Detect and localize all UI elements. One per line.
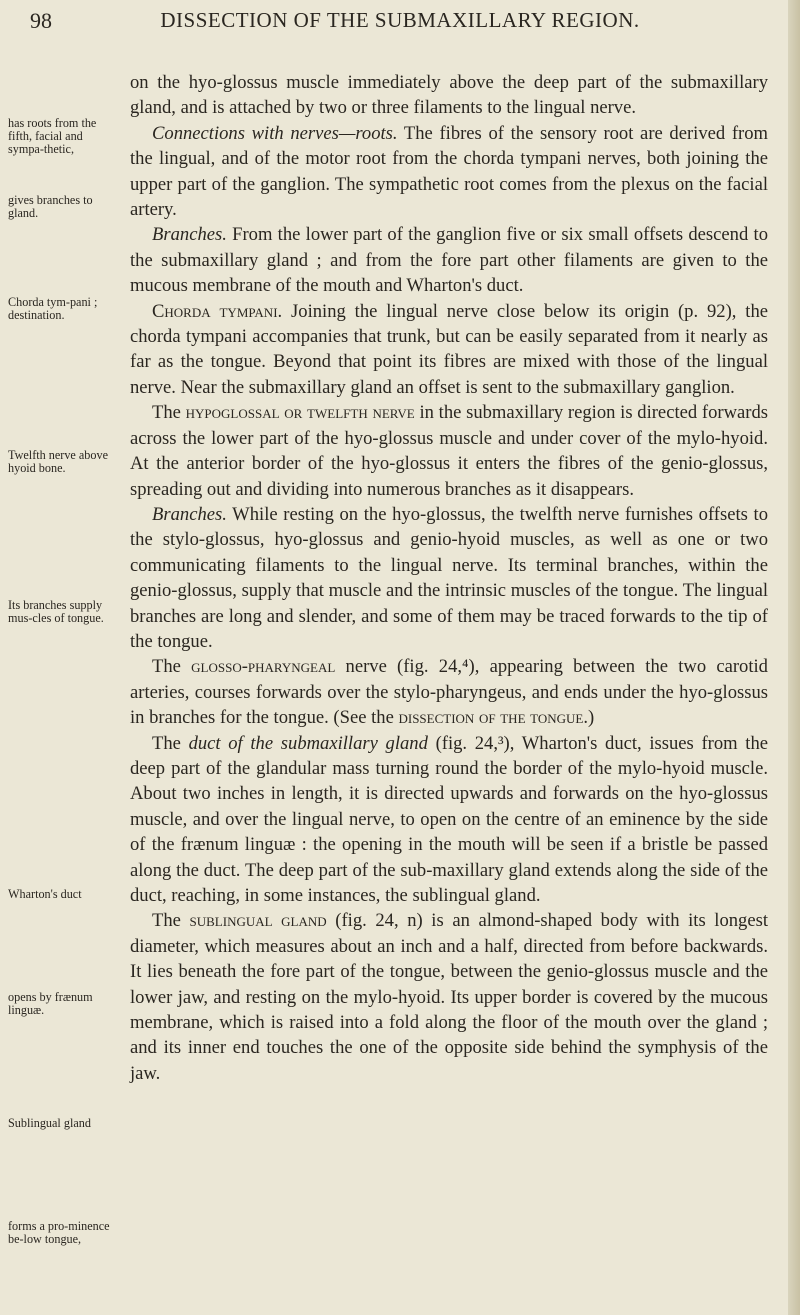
margin-note-its-branches: Its branches supply mus-cles of tongue. <box>8 598 104 626</box>
margin-note-whartons-duct: Wharton's duct <box>8 887 82 901</box>
paragraph-branches: Branches. From the lower part of the ganglion five or six small offsets descend to the submaxillary gland ; and from the fore part other filaments are given to the mucous membrane of the mouth and Wharton's duct. <box>130 224 768 297</box>
margin-note-twelfth: Twelfth nerve above hyoid bone. <box>8 448 108 476</box>
margin-note-sublingual: Sublingual gland <box>8 1116 91 1130</box>
paragraph-hypoglossal: The hypoglossal or twelfth nerve in the submaxillary region is directed forwards across the lower part of the hyo-glossus muscle and under cover of the mylo-hyoid. At the anterior border of the hyo-glossus it enters the fibres of the genio-glossus, spreading out and dividing into numerous branches as it disappears. <box>130 402 768 500</box>
page-edge <box>788 0 800 1315</box>
body-text <box>130 70 768 1086</box>
paragraph-1: on the hyo-glossus muscle immediately above the deep part of the submaxillary gland, and is attached by two or three filaments to the lingual nerve. <box>130 72 768 119</box>
paragraph-glosso-pharyngeal: The glosso-pharyngeal nerve (fig. 24,⁴), appearing between the two carotid arteries, courses forwards over the stylo-pharyngeus, and ends under the hyo-glossus in branches for the tongue. (See the dissection of the tongue.) <box>130 656 768 729</box>
margin-note-roots: has roots from the fifth, facial and sympa-thetic, <box>8 116 97 157</box>
paragraph-sublingual-gland: The sublingual gland (fig. 24, n) is an almond-shaped body with its longest diameter, which measures about an inch and a half, directed from before backwards. It lies beneath the fore part of the tongue, between the genio-glossus muscle and the lower jaw, and resting on the mylo-hyoid. Its upper border is covered by the mucous membrane, which is raised into a fold along the floor of the mouth over the gland ; and its inner end touches the one of the opposite side behind the symphysis of the jaw. <box>130 910 768 1084</box>
margin-note-prominence: forms a pro-minence be-low tongue, <box>8 1219 110 1247</box>
page-header <box>30 8 770 38</box>
paragraph-whartons-duct: The duct of the submaxillary gland (fig. 24,³), Wharton's duct, issues from the deep part of the glandular mass turning round the border of the mylo-hyoid muscle. About two inches in length, it is directed upwards and forwards on the hyo-glossus muscle, and over the lingual nerve, to open on the centre of an eminence by the side of the frænum linguæ : the opening in the mouth will be seen if a bristle be passed along the duct. The deep part of the sub-maxillary gland extends along the side of the duct, reaching, in some instances, the sublingual gland. <box>130 732 768 906</box>
margin-note-opens: opens by frænum linguæ. <box>8 990 93 1018</box>
paragraph-connections: Connections with nerves—roots. The fibres of the sensory root are derived from the lingual, and of the motor root from the chorda tympani nerves, both joining the upper part of the ganglion. The sympathetic root comes from the plexus on the facial artery. <box>130 122 768 221</box>
margin-note-branches: gives branches to gland. <box>8 193 93 221</box>
paragraph-twelfth-branches: Branches. While resting on the hyo-glossus, the twelfth nerve furnishes offsets to the stylo-glossus, hyo-glossus and genio-hyoid muscles, as well as one or two communicating filaments to the lingual nerve. Its terminal branches, within the genio-glossus, supply that muscle and the intrinsic muscles of the tongue. The lingual branches are long and slender, and some of them may be traced forwards to the tip of the tongue. <box>130 503 768 652</box>
margin-note-chorda: Chorda tym-pani ; destination. <box>8 295 98 323</box>
running-title: DISSECTION OF THE SUBMAXILLARY REGION. <box>160 8 640 32</box>
page-number: 98 <box>30 8 52 33</box>
paragraph-chorda-tympani: Chorda tympani. Joining the lingual nerve close below its origin (p. 92), the chorda tympani accompanies that trunk, but can be easily separated from it nearly as far as the tongue. Beyond that point its fibres are mixed with those of the lingual nerve. Near the submaxillary gland an offset is sent to the submaxillary ganglion. <box>130 300 768 398</box>
